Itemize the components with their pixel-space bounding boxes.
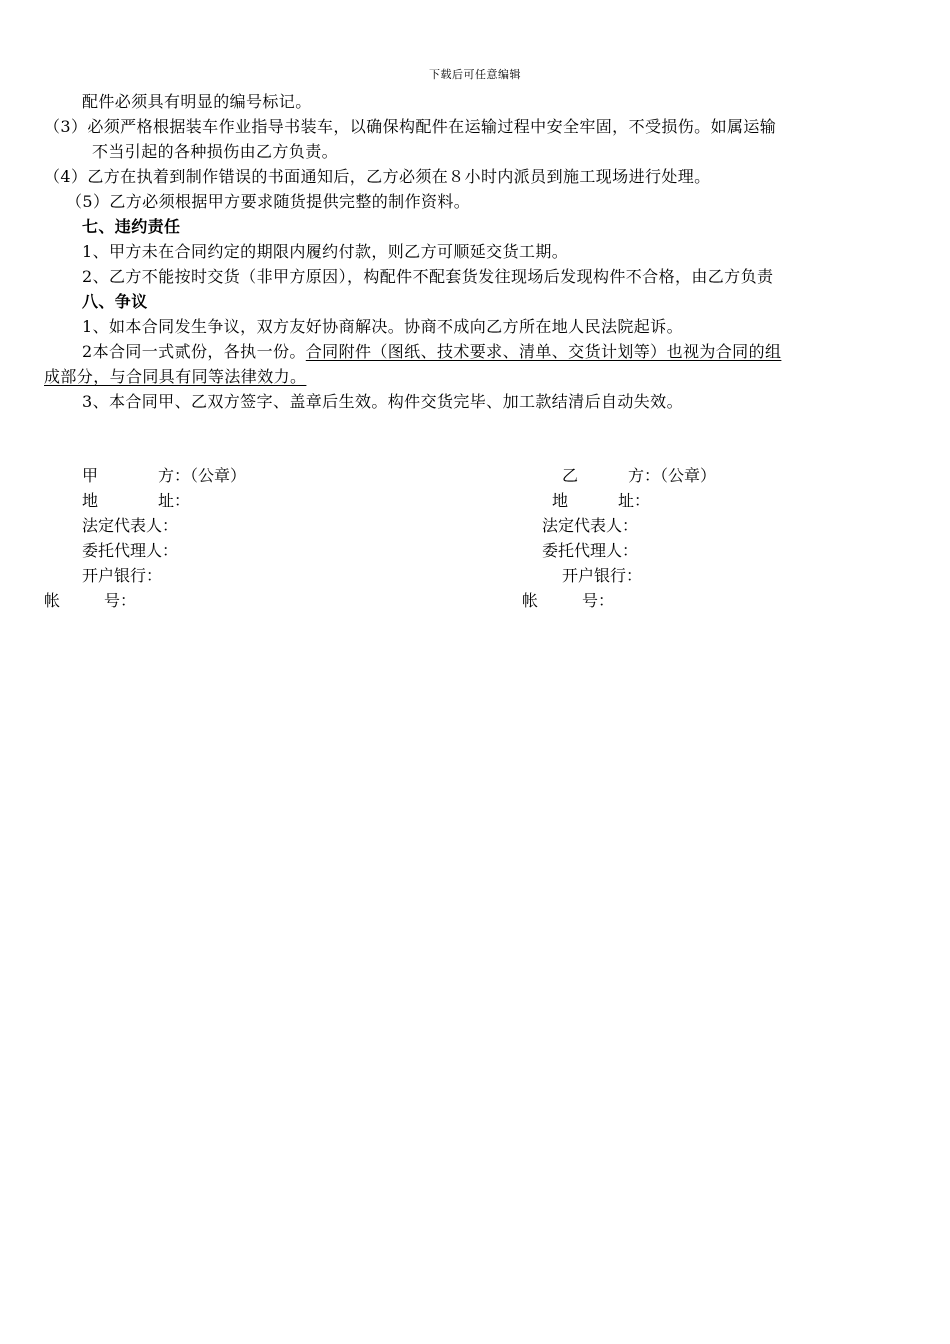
paragraph-item-3-cont: 不当引起的各种损伤由乙方负责。 [92, 142, 339, 161]
paragraph-marking: 配件必须具有明显的编号标记。 [82, 92, 312, 111]
party-b-name-seal: 方：（公章） [628, 466, 717, 485]
party-a-address-label-1: 地 [82, 491, 99, 510]
clause-dispute-3: 3、本合同甲、乙双方签字、盖章后生效。构件交货完毕、加工款结清后自动失效。 [82, 392, 683, 411]
clause-dispute-2-text: 2本合同一式贰份，各执一份。 [82, 342, 306, 361]
party-a-name-seal: 方：（公章） [158, 466, 247, 485]
party-b-address-row [552, 491, 650, 511]
party-a-address-label-2: 址： [158, 491, 191, 510]
party-b-address-label-2: 址： [618, 491, 651, 510]
clause-dispute-1: 1、如本合同发生争议，双方友好协商解决。协商不成向乙方所在地人民法院起诉。 [82, 317, 683, 336]
clause-dispute-2 [82, 342, 781, 362]
paragraph-item-4: （4）乙方在执着到制作错误的书面通知后，乙方必须在８小时内派员到施工现场进行处理。 [44, 167, 711, 186]
party-a-account-row [44, 591, 136, 611]
party-a-account-label-1: 帐 [44, 591, 61, 610]
party-b-account-label-2: 号： [582, 591, 615, 610]
party-b-bank: 开户银行： [562, 566, 643, 585]
party-a-bank: 开户银行： [82, 566, 163, 585]
party-b-name-label: 乙 [562, 466, 579, 485]
party-b-name-row [562, 466, 716, 486]
clause-breach-1: 1、甲方未在合同约定的期限内履约付款，则乙方可顺延交货工期。 [82, 242, 569, 261]
party-a-name-label: 甲 [82, 466, 99, 485]
party-b-agent: 委托代理人： [542, 541, 639, 560]
paragraph-item-5: （5）乙方必须根据甲方要求随货提供完整的制作资料。 [66, 192, 471, 211]
party-b-account-row [522, 591, 614, 611]
section-heading-breach: 七、违约责任 [82, 217, 181, 236]
page-header: 下载后可任意编辑 [429, 68, 521, 81]
paragraph-item-3: （3）必须严格根据装车作业指导书装车，以确保构配件在运输过程中安全牢固，不受损伤。如属运输 [44, 117, 777, 136]
party-a-address-row [82, 491, 190, 511]
clause-dispute-2-underlined: 合同附件（图纸、技术要求、清单、交货计划等）也视为合同的组 [305, 342, 782, 361]
section-heading-dispute: 八、争议 [82, 292, 148, 311]
clause-dispute-2-cont: 成部分，与合同具有同等法律效力。 [44, 367, 307, 386]
clause-breach-2: 2、乙方不能按时交货（非甲方原因），构配件不配套货发往现场后发现构件不合格，由乙方负责 [82, 267, 774, 286]
party-b-legal-rep: 法定代表人： [542, 516, 639, 535]
party-a-account-label-2: 号： [104, 591, 137, 610]
party-b-address-label-1: 地 [552, 491, 569, 510]
party-b-account-label-1: 帐 [522, 591, 539, 610]
party-a-legal-rep: 法定代表人： [82, 516, 179, 535]
party-a-name-row [82, 466, 246, 486]
party-a-agent: 委托代理人： [82, 541, 179, 560]
